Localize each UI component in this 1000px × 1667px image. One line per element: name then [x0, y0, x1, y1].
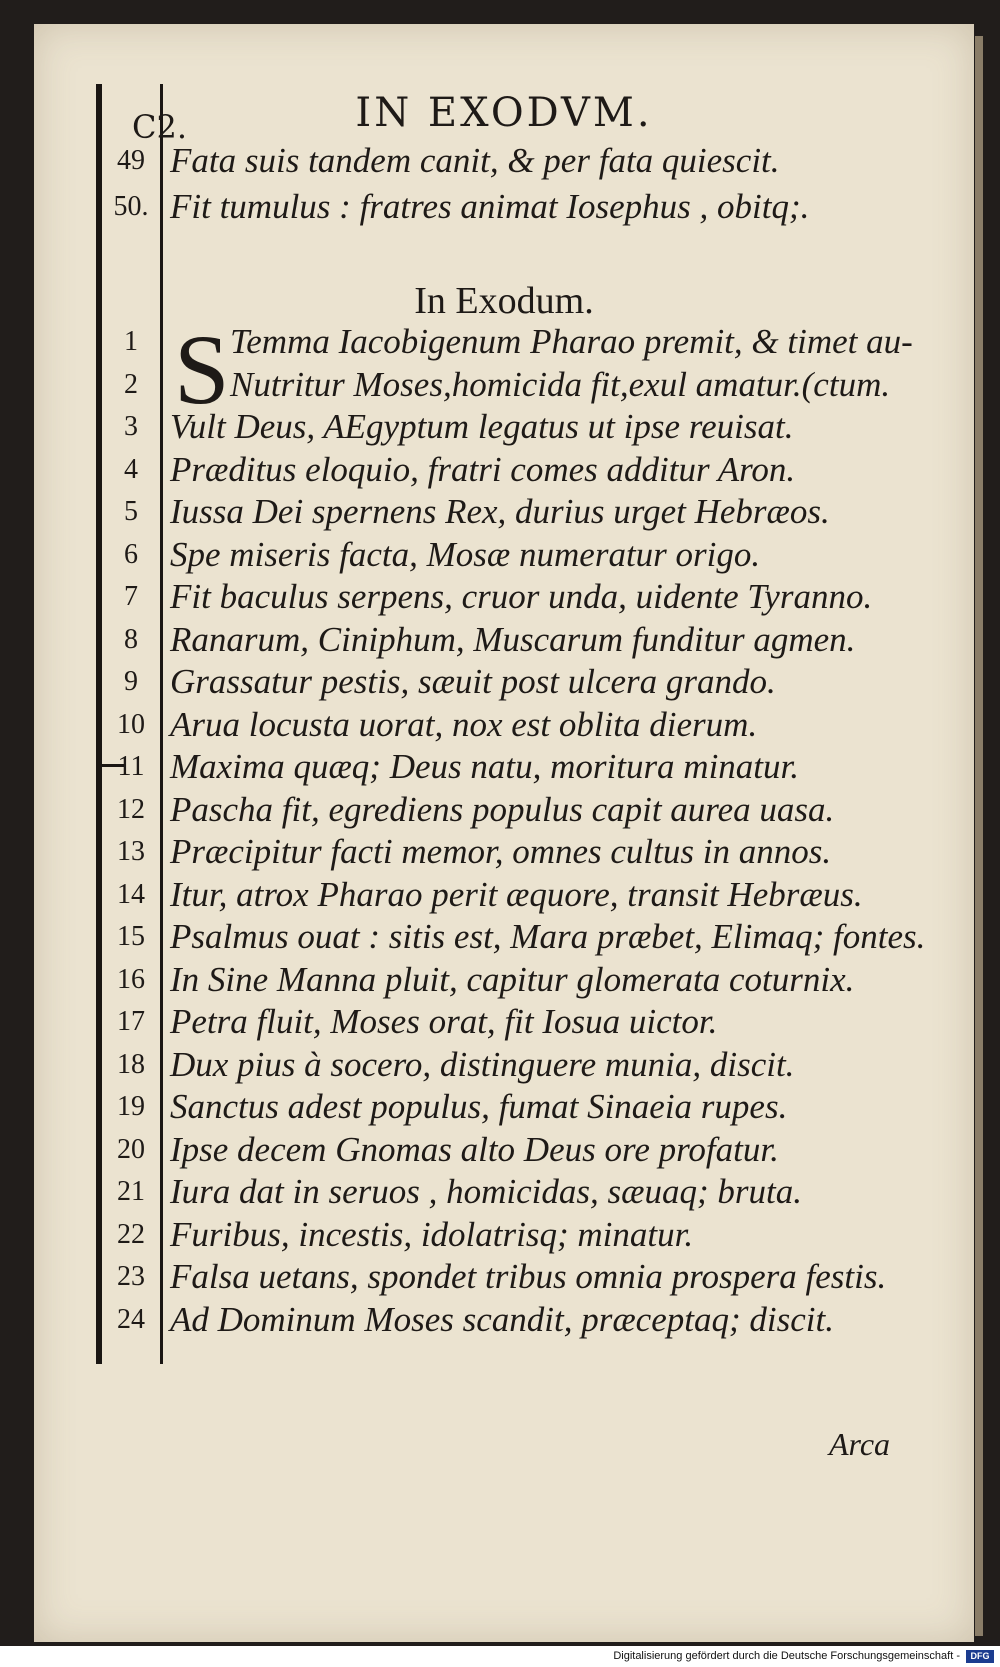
verse-text: Prӕcipitur facti memor, omnes cultus in annos. — [170, 832, 832, 871]
footer-text: Digitalisierung gefördert durch die Deutsche Forschungsgemeinschaft - — [613, 1650, 960, 1662]
verse-line — [34, 362, 974, 407]
verse-text: Prӕditus eloquio, fratri comes additur Aron. — [170, 449, 796, 489]
drop-initial: S — [174, 314, 230, 425]
verse-text: Grassatur pestis, sӕuit post ulcera grando. — [170, 662, 776, 701]
verse-text: Arua locusta uorat, nox est oblita dierum. — [170, 704, 758, 744]
line-number: 3 — [124, 411, 138, 442]
verse-line — [34, 184, 974, 229]
verse-line — [34, 829, 974, 874]
verse-text: Fata suis tandem canit, & per fata quiescit. — [170, 141, 780, 180]
verse-line — [34, 617, 974, 662]
verse-text: Ad Dominum Moses scandit, prӕceptaq; discit. — [170, 1299, 834, 1339]
line-number: 5 — [124, 496, 138, 527]
verse-line — [34, 1127, 974, 1172]
verse-text: Iussa Dei spernens Rex, durius urget Hebrӕos. — [170, 492, 830, 531]
verse-line — [34, 574, 974, 619]
line-number: 7 — [124, 581, 138, 612]
line-number: 9 — [124, 666, 138, 697]
line-number: 21 — [117, 1176, 145, 1207]
line-number: 6 — [124, 538, 138, 570]
verse-line — [34, 744, 974, 789]
verse-text: In Sine Manna pluit, capitur glomerata coturnix. — [170, 959, 855, 999]
verse-line — [34, 532, 974, 577]
line-number: 20 — [117, 1133, 145, 1165]
verse-line — [34, 702, 974, 747]
line-number: 13 — [117, 836, 145, 867]
verse-line — [34, 787, 974, 832]
verse-text: Psalmus ouat : sitis est, Mara prӕbet, Elimaq; fontes. — [170, 917, 926, 956]
verse-text: Iura dat in seruos , homicidas, sӕuaq; bruta. — [170, 1172, 802, 1211]
line-number: 4 — [124, 453, 138, 485]
verse-text: Maxima quӕq; Deus natu, moritura minatur. — [170, 747, 800, 786]
verse-line — [34, 489, 974, 534]
verse-line — [34, 1169, 974, 1214]
verse-text: Fit tumulus : fratres animat Iosephus , obitq;. — [170, 187, 810, 226]
footer-bar — [0, 1646, 1000, 1667]
verse-line — [34, 872, 974, 917]
page-edge — [975, 36, 983, 1636]
verse-line — [34, 1297, 974, 1342]
verse-line — [34, 1084, 974, 1129]
verse-text: Falsa uetans, spondet tribus omnia prospera festis. — [170, 1257, 887, 1296]
line-number: 16 — [117, 963, 145, 995]
line-number: 12 — [117, 793, 145, 825]
line-number: 11 — [117, 751, 145, 782]
verse-line — [34, 319, 974, 364]
verse-line — [34, 659, 974, 704]
line-number: 2 — [124, 368, 138, 400]
verse-line — [34, 138, 974, 183]
verse-line — [34, 957, 974, 1002]
line-number: 14 — [117, 878, 145, 910]
verse-line — [34, 999, 974, 1044]
verse-text: Sanctus adest populus, fumat Sinaeia rupes. — [170, 1087, 788, 1126]
verse-text: Pascha fit, egrediens populus capit aurea uasa. — [170, 789, 835, 829]
verse-line — [34, 447, 974, 492]
line-number: 8 — [124, 623, 138, 655]
verse-text: Itur, atrox Pharao perit ӕquore, transit Hebrӕus. — [170, 874, 863, 914]
book-page — [34, 24, 974, 1642]
catchword: Arca — [829, 1426, 891, 1462]
verse-text: Dux pius à socero, distinguere munia, discit. — [170, 1044, 795, 1084]
verse-line — [34, 914, 974, 959]
running-head: IN EXODVM. — [355, 90, 653, 136]
signature-mark: C2. — [132, 108, 188, 146]
dfg-logo: DFG — [966, 1650, 994, 1663]
verse-text: Petra fluit, Moses orat, fit Iosua uictor. — [170, 1002, 718, 1041]
verse-line — [34, 1212, 974, 1257]
verse-line — [34, 404, 974, 449]
line-number: 23 — [117, 1261, 145, 1292]
line-number: 10 — [117, 708, 145, 740]
line-number: 15 — [117, 921, 145, 952]
line-number: 17 — [117, 1006, 145, 1037]
verse-text: Ranarum, Ciniphum, Muscarum funditur agmen. — [170, 619, 856, 659]
line-number: 22 — [117, 1218, 145, 1250]
verse-text: Furibus, incestis, idolatrisq; minatur. — [170, 1214, 694, 1254]
section-title: In Exodum. — [414, 280, 594, 322]
verse-text: Nutritur Moses,homicida fit,exul amatur.(ctum. — [230, 364, 891, 404]
verse-text: Fit baculus serpens, cruor unda, uidente Tyranno. — [170, 577, 873, 616]
line-number: 24 — [117, 1303, 145, 1335]
verse-line — [34, 1254, 974, 1299]
line-number: 49 — [117, 145, 145, 176]
line-number: 18 — [117, 1048, 145, 1080]
verse-text: Vult Deus, AEgyptum legatus ut ipse reuisat. — [170, 407, 794, 446]
line-number: 1 — [124, 326, 138, 357]
verse-line — [34, 1042, 974, 1087]
verse-text: Temma Iacobigenum Pharao premit, & timet au- — [230, 322, 913, 361]
line-number: 19 — [117, 1091, 145, 1122]
line-number: 50. — [113, 191, 149, 222]
verse-text: Spe miseris facta, Mosӕ numeratur origo. — [170, 534, 761, 574]
verse-text: Ipse decem Gnomas alto Deus ore profatur. — [170, 1129, 779, 1169]
